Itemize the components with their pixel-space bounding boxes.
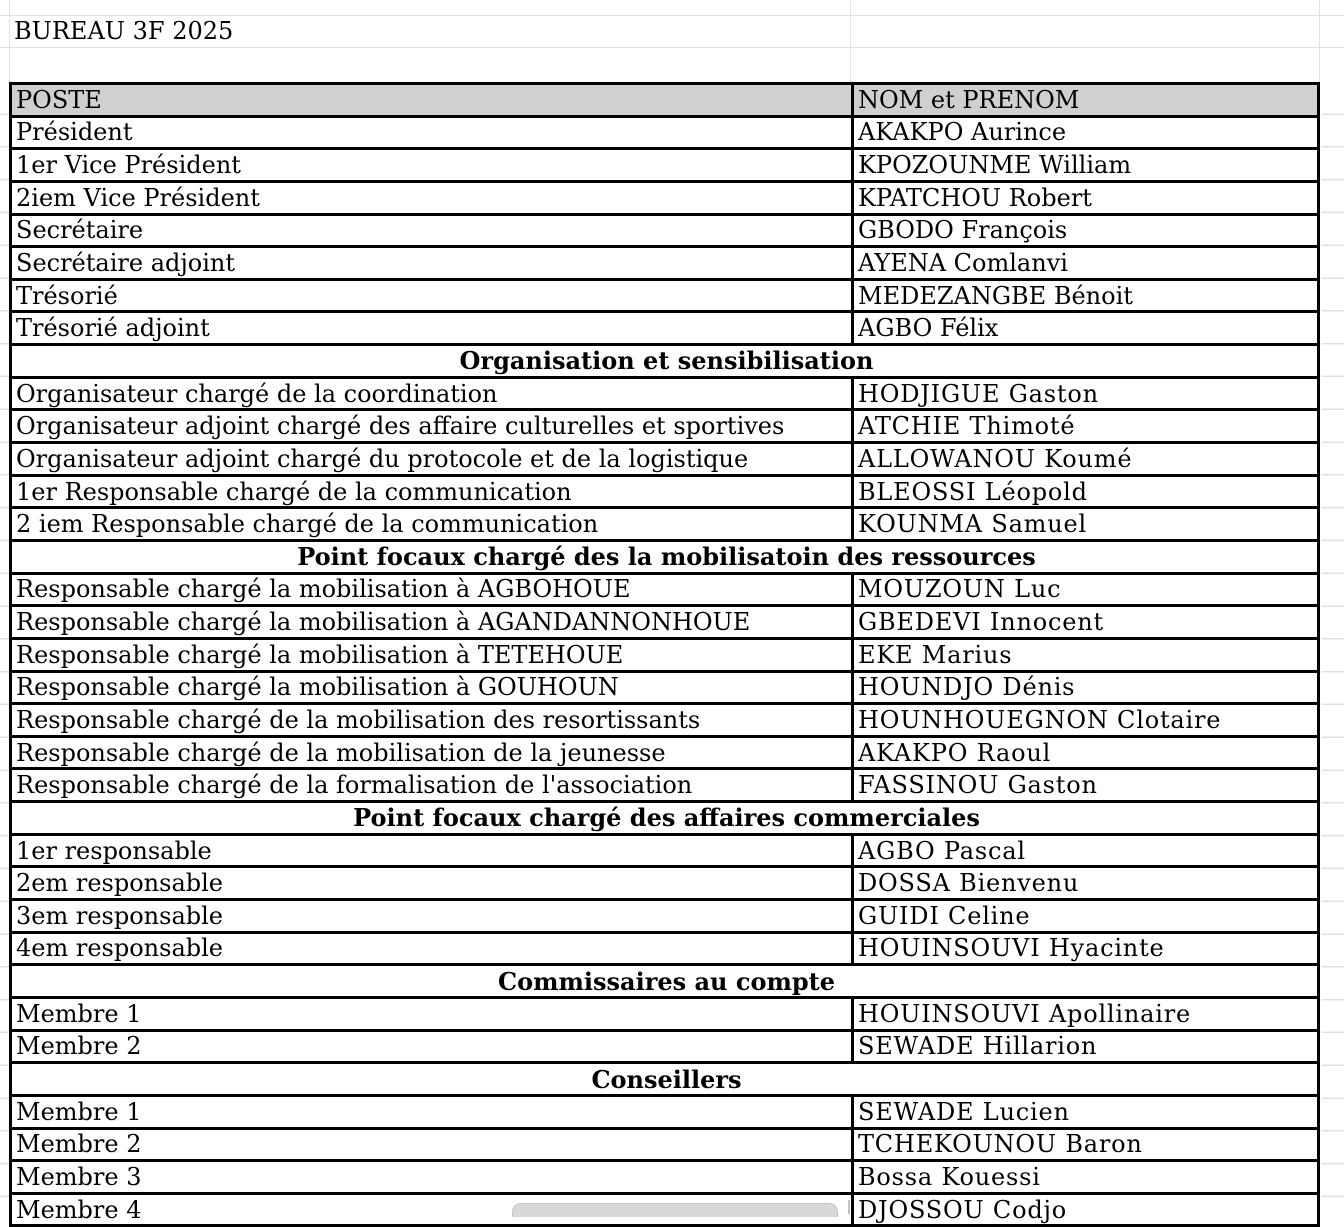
poste-cell[interactable]: Responsable chargé de la formalisation de l'association — [11, 769, 853, 802]
table-row — [11, 802, 1319, 835]
poste-cell[interactable]: 1er responsable — [11, 834, 853, 867]
gridline-below-table — [848, 1200, 850, 1214]
nom-cell[interactable]: KPATCHOU Robert — [853, 181, 1319, 214]
poste-cell[interactable]: 4em responsable — [11, 932, 853, 965]
table-row — [11, 769, 1319, 802]
poste-cell[interactable]: Organisateur adjoint chargé du protocole et de la logistique — [11, 443, 853, 476]
nom-cell[interactable]: GUIDI Celine — [853, 900, 1319, 933]
nom-cell[interactable]: HOUNDJO Dénis — [853, 671, 1319, 704]
nom-cell[interactable]: HOUINSOUVI Apollinaire — [853, 997, 1319, 1030]
nom-cell[interactable]: AKAKPO Aurince — [853, 116, 1319, 149]
poste-cell[interactable]: Membre 1 — [11, 1095, 853, 1128]
nom-cell[interactable]: AGBO Pascal — [853, 834, 1319, 867]
nom-cell[interactable]: AKAKPO Raoul — [853, 736, 1319, 769]
table-row — [11, 410, 1319, 443]
poste-cell[interactable]: Responsable chargé la mobilisation à GOUHOUN — [11, 671, 853, 704]
left-margin-gridlines — [0, 82, 9, 1197]
nom-cell[interactable]: AYENA Comlanvi — [853, 247, 1319, 280]
table-row — [11, 345, 1319, 378]
poste-cell[interactable]: Organisateur adjoint chargé des affaire culturelles et sportives — [11, 410, 853, 443]
table-row — [11, 834, 1319, 867]
right-margin-gridlines — [1322, 82, 1344, 1197]
table-row — [11, 84, 1319, 117]
table-row — [11, 671, 1319, 704]
poste-cell[interactable]: Membre 2 — [11, 1030, 853, 1063]
poste-cell[interactable]: Responsable chargé de la mobilisation des resortissants — [11, 704, 853, 737]
nom-cell[interactable]: MEDEZANGBE Bénoit — [853, 279, 1319, 312]
poste-cell[interactable]: Secrétaire — [11, 214, 853, 247]
table-row — [11, 116, 1319, 149]
nom-cell[interactable]: SEWADE Hillarion — [853, 1030, 1319, 1063]
poste-cell[interactable]: Responsable chargé la mobilisation à AGBOHOUE — [11, 573, 853, 606]
table-row — [11, 475, 1319, 508]
poste-cell[interactable]: Trésorié — [11, 279, 853, 312]
table-row — [11, 1063, 1319, 1096]
table-row — [11, 638, 1319, 671]
nom-cell[interactable]: KOUNMA Samuel — [853, 508, 1319, 541]
table-row — [11, 1128, 1319, 1161]
table-row — [11, 932, 1319, 965]
table-row — [11, 997, 1319, 1030]
table-row — [11, 573, 1319, 606]
nom-cell[interactable]: TCHEKOUNOU Baron — [853, 1128, 1319, 1161]
section-header-cell[interactable]: Organisation et sensibilisation — [11, 345, 1319, 378]
table-row — [11, 1030, 1319, 1063]
nom-cell[interactable]: ALLOWANOU Koumé — [853, 443, 1319, 476]
nom-cell[interactable]: HOUNHOUEGNON Clotaire — [853, 704, 1319, 737]
poste-cell[interactable]: 2iem Vice Président — [11, 181, 853, 214]
poste-cell[interactable]: Membre 1 — [11, 997, 853, 1030]
nom-cell[interactable]: MOUZOUN Luc — [853, 573, 1319, 606]
section-header-cell[interactable]: Point focaux chargé des affaires commerciales — [11, 802, 1319, 835]
gridline-colA-left — [9, 0, 10, 82]
nom-cell[interactable]: KPOZOUNME William — [853, 149, 1319, 182]
nom-cell[interactable]: DJOSSOU Codjo — [853, 1193, 1319, 1226]
nom-cell[interactable]: ATCHIE Thimoté — [853, 410, 1319, 443]
poste-cell[interactable]: Président — [11, 116, 853, 149]
poste-cell[interactable]: Organisateur chargé de la coordination — [11, 377, 853, 410]
nom-cell[interactable]: HODJIGUE Gaston — [853, 377, 1319, 410]
nom-cell[interactable]: EKE Marius — [853, 638, 1319, 671]
table-row — [11, 900, 1319, 933]
poste-column-header[interactable]: POSTE — [11, 84, 853, 117]
nom-cell[interactable]: BLEOSSI Léopold — [853, 475, 1319, 508]
table-row — [11, 1161, 1319, 1194]
gridline-row2 — [0, 47, 1344, 48]
poste-cell[interactable]: Membre 2 — [11, 1128, 853, 1161]
poste-cell[interactable]: 3em responsable — [11, 900, 853, 933]
sheet-title-cell[interactable]: BUREAU 3F 2025 — [14, 17, 234, 45]
table-row — [11, 606, 1319, 639]
gridline-colA-right — [850, 0, 851, 82]
table-row — [11, 965, 1319, 998]
poste-cell[interactable]: 2em responsable — [11, 867, 853, 900]
nom-cell[interactable]: Bossa Kouessi — [853, 1161, 1319, 1194]
poste-cell[interactable]: Membre 4 — [11, 1193, 853, 1226]
table-row — [11, 312, 1319, 345]
poste-cell[interactable]: 1er Responsable chargé de la communication — [11, 475, 853, 508]
section-header-cell[interactable]: Conseillers — [11, 1063, 1319, 1096]
table-row — [11, 1095, 1319, 1128]
nom-cell[interactable]: HOUINSOUVI Hyacinte — [853, 932, 1319, 965]
nom-column-header[interactable]: NOM et PRENOM — [853, 84, 1319, 117]
bureau-table-body — [11, 84, 1319, 1226]
poste-cell[interactable]: Responsable chargé la mobilisation à AGANDANNONHOUE — [11, 606, 853, 639]
table-row — [11, 540, 1319, 573]
nom-cell[interactable]: AGBO Félix — [853, 312, 1319, 345]
table-row — [11, 279, 1319, 312]
nom-cell[interactable]: SEWADE Lucien — [853, 1095, 1319, 1128]
nom-cell[interactable]: GBEDEVI Innocent — [853, 606, 1319, 639]
table-row — [11, 867, 1319, 900]
bureau-table — [9, 82, 1320, 1227]
table-row — [11, 704, 1319, 737]
gridline-colB-right — [1319, 0, 1320, 82]
nom-cell[interactable]: GBODO François — [853, 214, 1319, 247]
horizontal-scrollbar-thumb[interactable] — [512, 1203, 838, 1217]
poste-cell[interactable]: Membre 3 — [11, 1161, 853, 1194]
section-header-cell[interactable]: Point focaux chargé des la mobilisatoin des ressources — [11, 540, 1319, 573]
table-row — [11, 149, 1319, 182]
table-row — [11, 377, 1319, 410]
table-row — [11, 443, 1319, 476]
poste-cell[interactable]: Responsable chargé la mobilisation à TETEHOUE — [11, 638, 853, 671]
table-row — [11, 508, 1319, 541]
table-row — [11, 181, 1319, 214]
poste-cell[interactable]: Secrétaire adjoint — [11, 247, 853, 280]
table-row — [11, 736, 1319, 769]
table-row — [11, 247, 1319, 280]
poste-cell[interactable]: Trésorié adjoint — [11, 312, 853, 345]
section-header-cell[interactable]: Commissaires au compte — [11, 965, 1319, 998]
poste-cell[interactable]: 2 iem Responsable chargé de la communication — [11, 508, 853, 541]
poste-cell[interactable]: 1er Vice Président — [11, 149, 853, 182]
nom-cell[interactable]: FASSINOU Gaston — [853, 769, 1319, 802]
table-row — [11, 214, 1319, 247]
poste-cell[interactable]: Responsable chargé de la mobilisation de la jeunesse — [11, 736, 853, 769]
nom-cell[interactable]: DOSSA Bienvenu — [853, 867, 1319, 900]
